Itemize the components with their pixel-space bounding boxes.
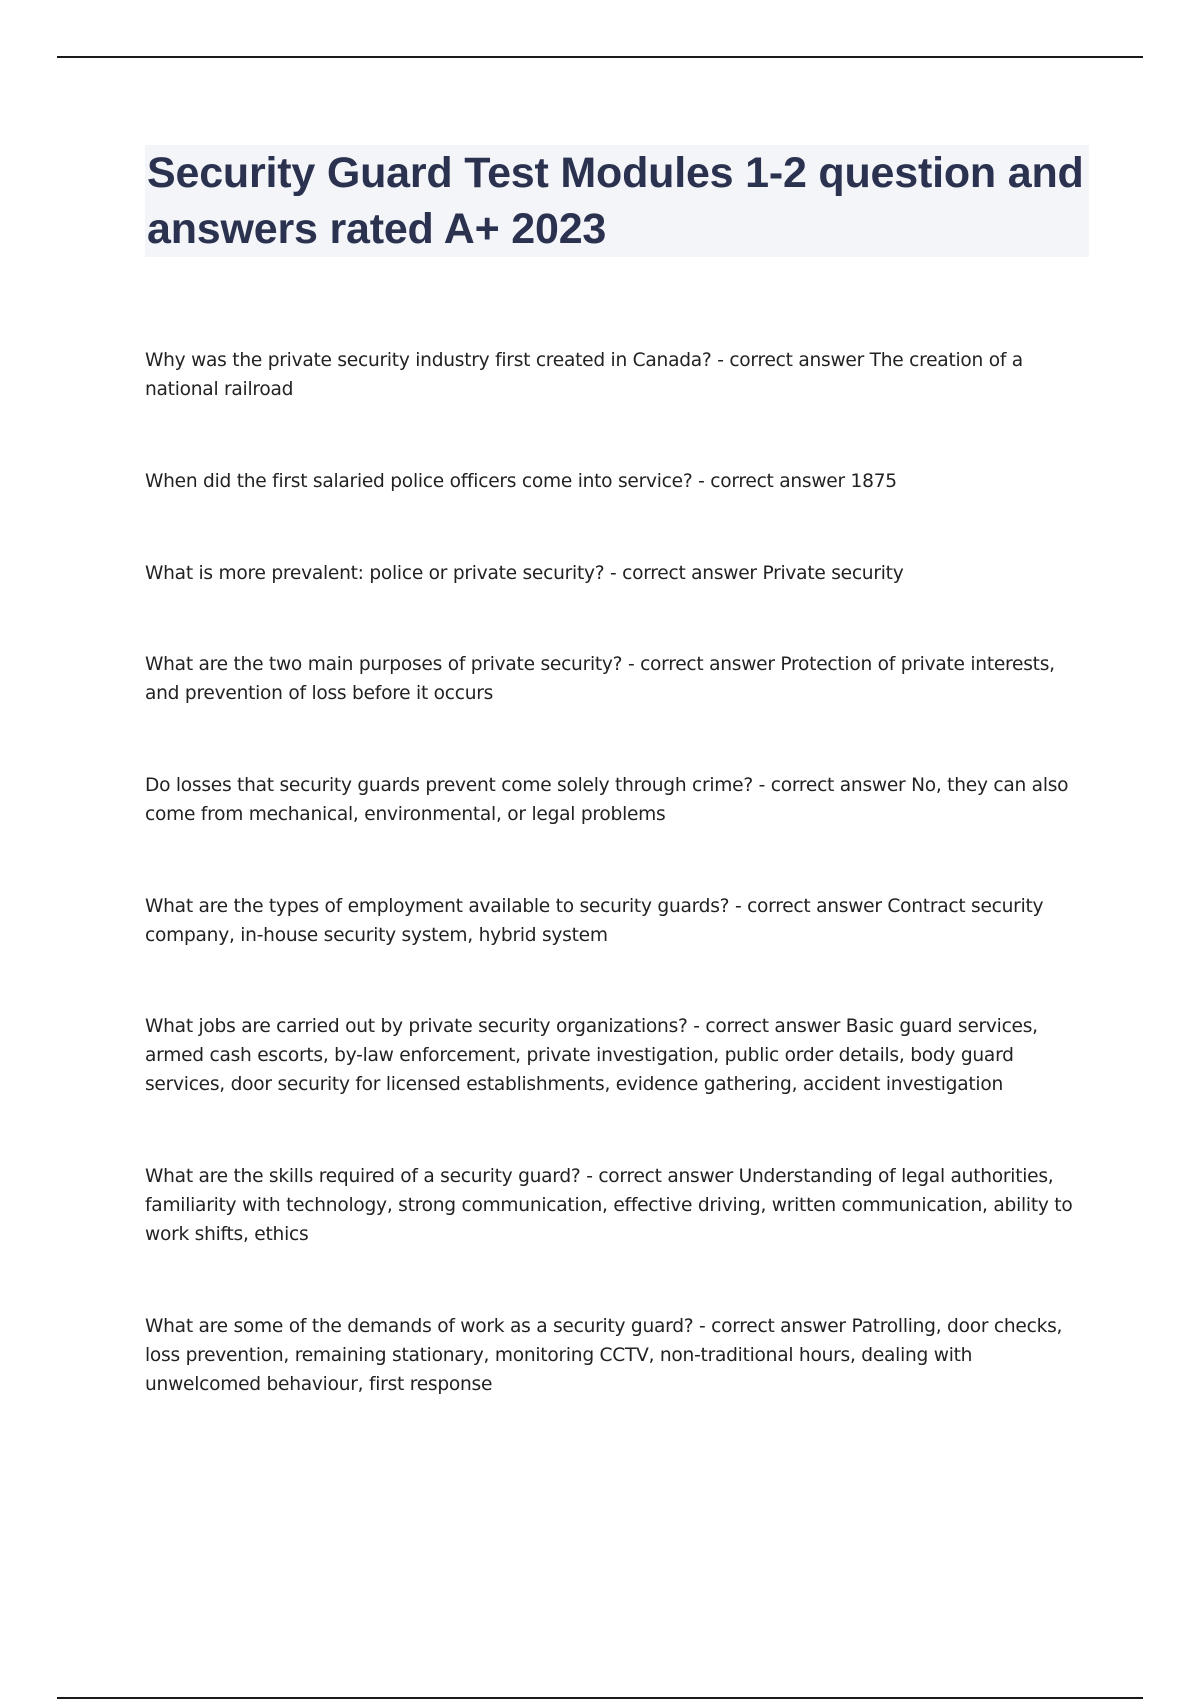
- qa-item: Do losses that security guards prevent come solely through crime? - correct answer No, they can also come from mechanical, environmental, or legal problems: [145, 775, 1069, 825]
- bottom-divider: [57, 1697, 1143, 1699]
- qa-item: What are some of the demands of work as a security guard? - correct answer Patrolling, door checks, loss prevention, remaining stationary, monitoring CCTV, non-traditional hours, dealing with unwelcomed behaviour, first response: [145, 1316, 1063, 1395]
- qa-item: What are the two main purposes of private security? - correct answer Protection of private interests, and prevention of loss before it occurs: [145, 654, 1055, 704]
- qa-item: Why was the private security industry first created in Canada? - correct answer The creation of a national railroad: [145, 350, 1023, 400]
- title-block: [145, 145, 1089, 257]
- qa-item: What is more prevalent: police or private security? - correct answer Private security: [145, 563, 904, 584]
- qa-list: [145, 346, 1093, 1399]
- document-title: Security Guard Test Modules 1-2 question and answers rated A+ 2023: [147, 149, 1084, 253]
- qa-item: When did the first salaried police officers come into service? - correct answer 1875: [145, 471, 897, 492]
- top-divider: [57, 56, 1143, 58]
- qa-item: What are the types of employment available to security guards? - correct answer Contract security company, in-house security system, hybrid system: [145, 896, 1044, 946]
- qa-item: What are the skills required of a security guard? - correct answer Understanding of legal authorities, familiarity with technology, strong communication, effective driving, written communication, ability to work shifts, ethics: [145, 1166, 1073, 1245]
- qa-item: What jobs are carried out by private security organizations? - correct answer Basic guard services, armed cash escorts, by-law enforcement, private investigation, public order details, body guard services, door security for licensed establishments, evidence gathering, accident investigation: [145, 1016, 1038, 1095]
